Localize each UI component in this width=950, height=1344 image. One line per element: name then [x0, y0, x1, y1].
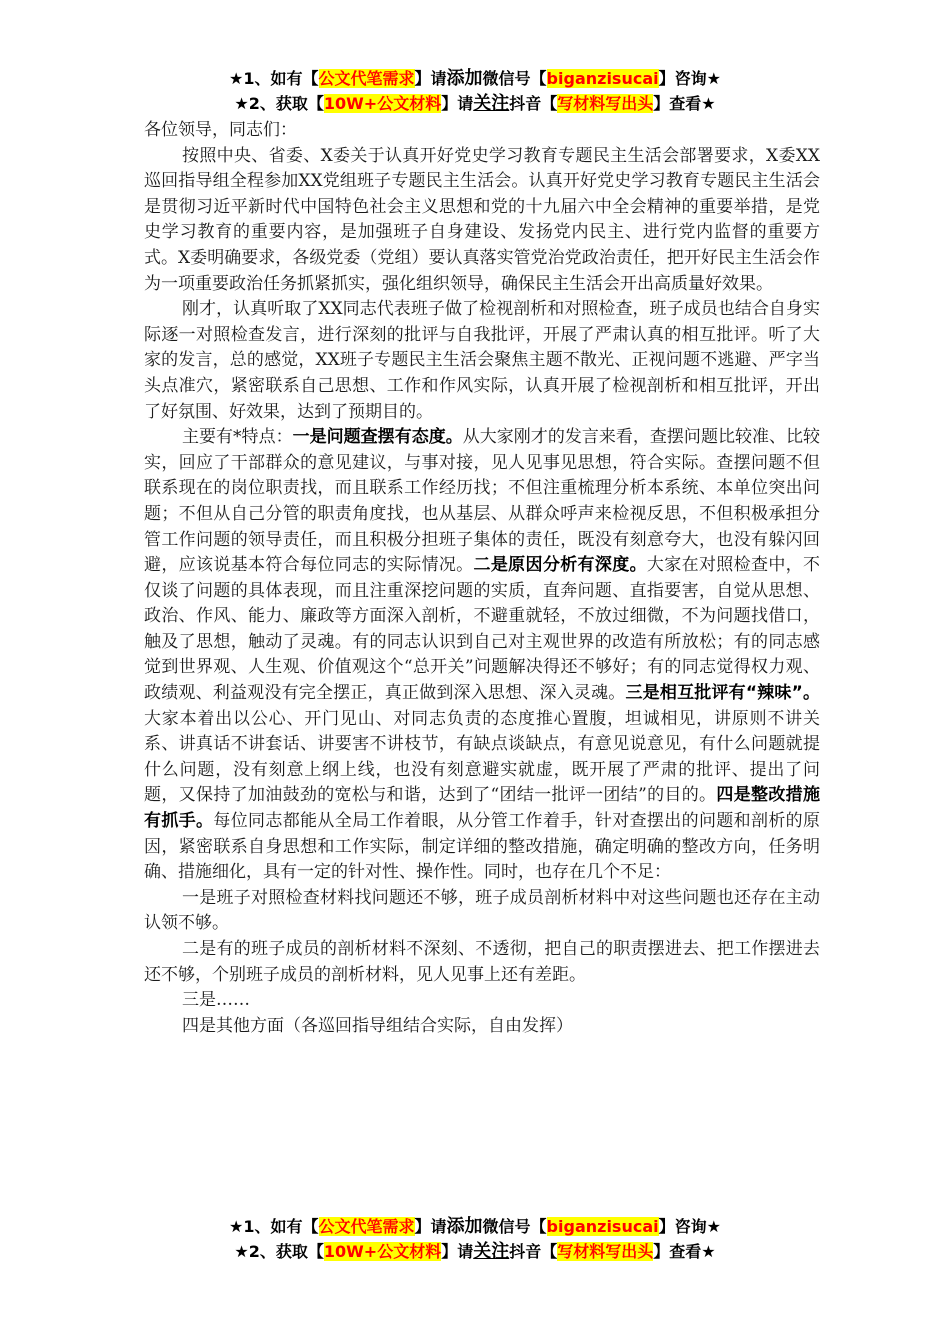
- highlight-text: 公文代笔需求: [318, 69, 415, 88]
- promo-line-2: ★2、获取【10W+公文材料】请关注抖音【写材料写出头】查看★: [234, 1241, 716, 1262]
- point-heading: 四是整改措施有抓手。: [144, 785, 820, 832]
- promo-line-2: ★2、获取【10W+公文材料】请关注抖音【写材料写出头】查看★: [234, 93, 716, 114]
- paragraph: 按照中央、省委、X委关于认真开好党史学习教育专题民主生活会部署要求，X委XX巡回指导组全程参加XX党组班子专题民主生活会。认真开好党史学习教育专题民主生活会是贯彻习近平新时代中国特色社会主义思想和党的十九届六中全会精神的重要举措，是党史学习教育的重要内容，是加强班子自身建设、发扬党内民主、进行党内监督的重要方式。X委明确要求，各级党委（党组）要认真落实管党治党政治责任，把开好民主生活会作为一项重要政治任务抓紧抓实，强化组织领导，确保民主生活会开出高质量好效果。: [144, 145, 820, 294]
- highlight-text: 公文代笔需求: [318, 1217, 415, 1236]
- paragraph: 一是班子对照检查材料找问题还不够，班子成员剖析材料中对这些问题也还存在主动认领不够。: [144, 887, 820, 934]
- paragraph: 刚才，认真听取了XX同志代表班子做了检视剖析和对照检查，班子成员也结合自身实际逐一对照检查发言，进行深刻的批评与自我批评，开展了严肃认真的相互批评。听了大家的发言，总的感觉，XX班子专题民主生活会聚焦主题不散光、正视问题不逃避、严字当头点准穴，紧密联系自己思想、工作和作风实际，认真开展了检视剖析和相互批评，开出了好氛围、好效果，达到了预期目的。: [144, 299, 820, 422]
- point-heading: 一是问题查摆有态度。: [292, 427, 463, 448]
- paragraph-features: 主要有*特点：一是问题查摆有态度。从大家刚才的发言来看，查摆问题比较准、比较实，回应了干部群众的意见建议，与事对接，见人见事见思想，符合实际。查摆问题不但联系现在的岗位职责找，而且联系工作经历找；不但注重梳理分析本系统、本单位突出问题；不但从自己分管的职责角度找，也从基层、从群众呼声来检视反思，不但积极承担分管工作问题的领导责任，而且积极分担班子集体的责任，既没有刻意夸大，也没有躲闪回避，应该说基本符合每位同志的实际情况。二是原因分析有深度。大家在对照检查中，不仅谈了问题的具体表现，而且注重深挖问题的实质，直奔问题、直指要害，自觉从思想、政治、作风、能力、廉政等方面深入剖析，不避重就轻，不放过细微，不为问题找借口，触及了思想，触动了灵魂。有的同志认识到自己对主观世界的改造有所放松；有的同志感觉到世界观、人生观、价值观这个“总开关”问题解决得还不够好；有的同志觉得权力观、政绩观、利益观没有完全摆正，真正做到深入思想、深入灵魂。三是相互批评有“辣味”。大家本着出以公心、开门见山、对同志负责的态度推心置腹，坦诚相见，讲原则不讲关系、讲真话不讲套话、讲要害不讲枝节，有缺点谈缺点，有意见说意见，有什么问题就提什么问题，没有刻意上纲上线，也没有刻意避实就虚，既开展了严肃的批评、提出了问题，又保持了加油鼓劲的宽松与和谐，达到了“团结一批评一团结”的目的。四是整改措施有抓手。每位同志都能从全局工作着眼，从分管工作着手，针对查摆出的问题和剖析的原因，紧密联系自身思想和工作实际，制定详细的整改措施，确定明确的整改方向，任务明确、措施细化，具有一定的针对性、操作性。同时，也存在几个不足：: [144, 427, 821, 883]
- paragraph: 四是其他方面（各巡回指导组结合实际，自由发挥）: [182, 1015, 573, 1036]
- document-body: [144, 118, 820, 1039]
- highlight-text: 写材料写出头: [557, 1242, 654, 1261]
- promo-banner-bottom: [0, 1214, 950, 1264]
- paragraph: 三是……: [182, 990, 250, 1011]
- promo-banner-top: [0, 66, 950, 116]
- highlight-text: biganzisucai: [546, 69, 659, 88]
- promo-line-1: ★1、如有【公文代笔需求】请添加微信号【biganzisucai】咨询★: [229, 68, 721, 89]
- highlight-text: 10W+公文材料: [323, 94, 442, 113]
- greeting: 各位领导，同志们：: [144, 120, 297, 140]
- point-heading: 二是原因分析有深度。: [473, 555, 647, 576]
- point-heading: 三是相互批评有“辣味”。: [625, 683, 820, 704]
- paragraph: 二是有的班子成员的剖析材料不深刻、不透彻，把自己的职责摆进去、把工作摆进去还不够，个别班子成员的剖析材料，见人见事上还有差距。: [144, 939, 820, 985]
- highlight-text: 10W+公文材料: [323, 1242, 442, 1261]
- highlight-text: biganzisucai: [546, 1217, 659, 1236]
- promo-line-1: ★1、如有【公文代笔需求】请添加微信号【biganzisucai】咨询★: [229, 1216, 721, 1237]
- highlight-text: 写材料写出头: [557, 94, 654, 113]
